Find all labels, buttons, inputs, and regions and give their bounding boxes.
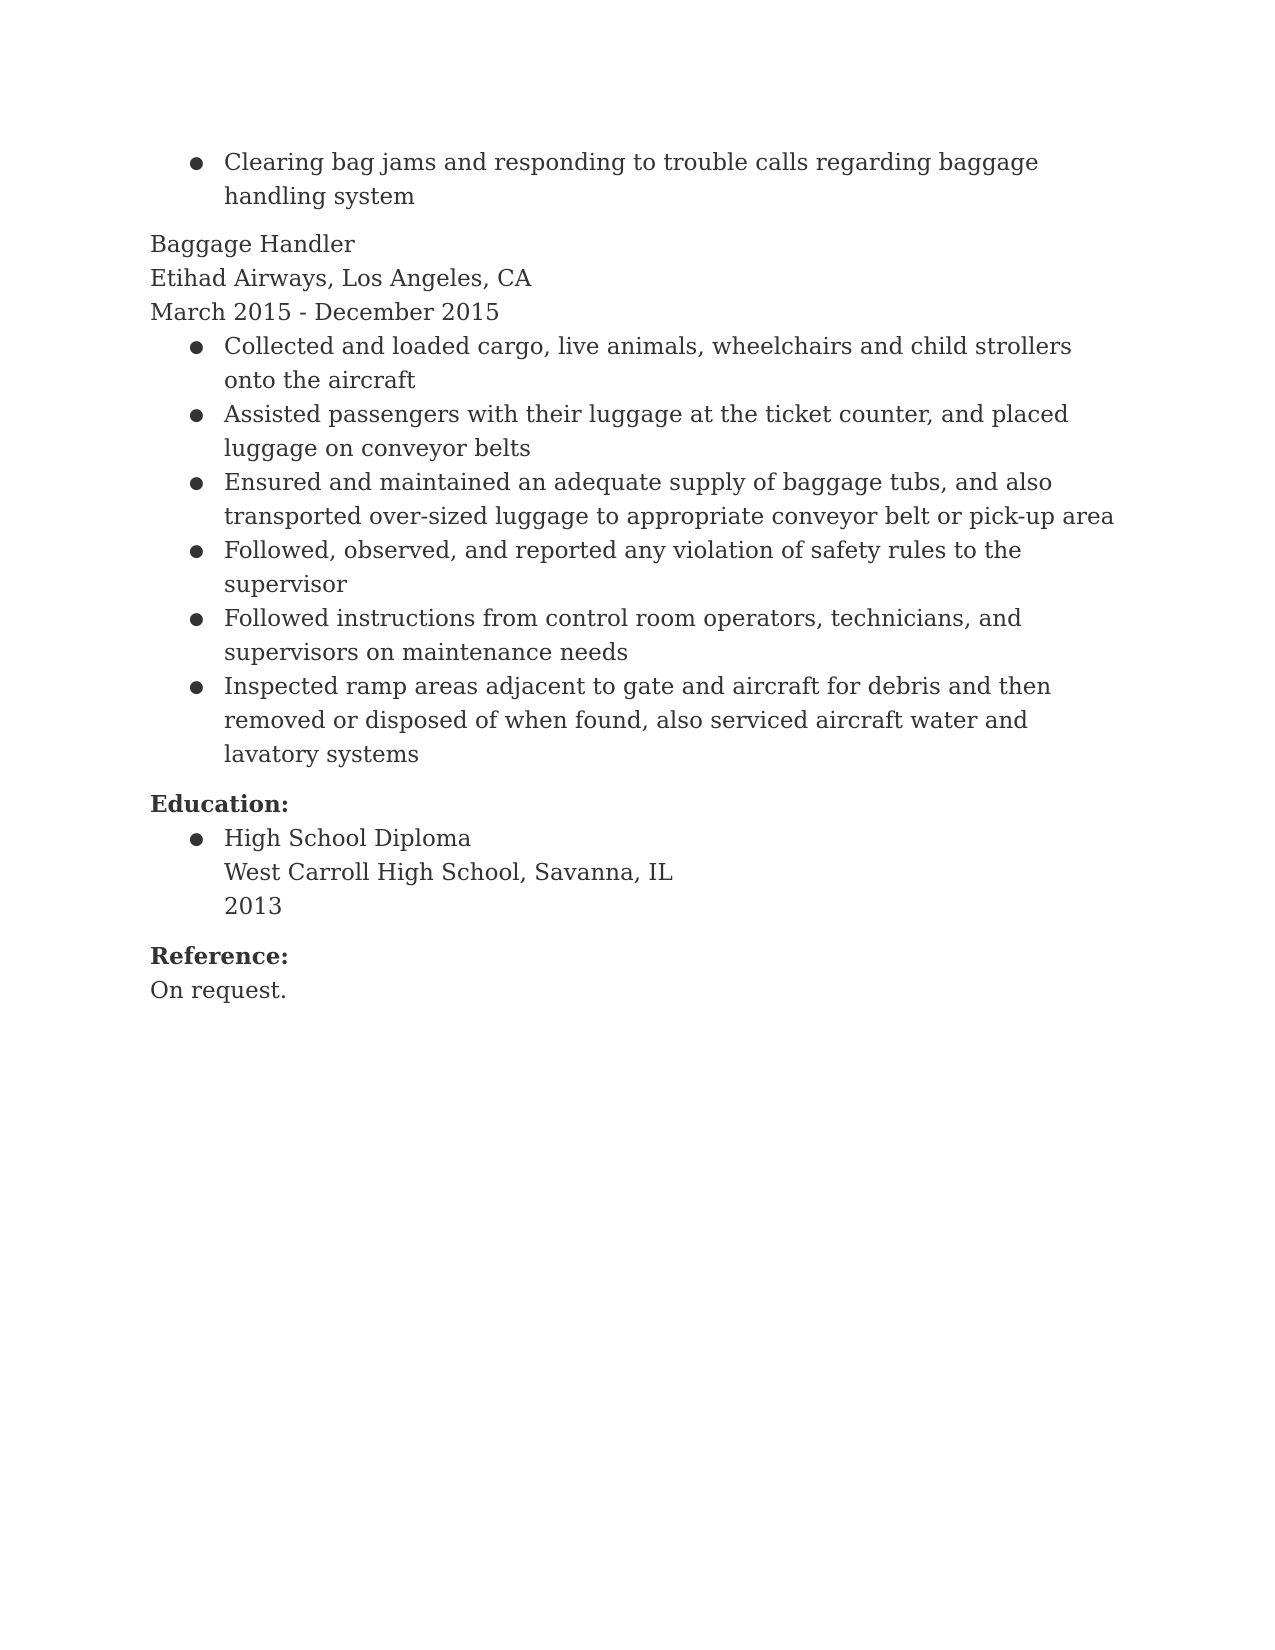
list-item xyxy=(150,602,1125,670)
education-heading: Education: xyxy=(150,791,290,818)
list-item xyxy=(150,466,1125,534)
education-list xyxy=(150,822,1125,924)
job-bullet-list xyxy=(150,330,1125,772)
list-item xyxy=(150,670,1125,772)
bullet-icon: ● xyxy=(189,473,204,493)
list-item xyxy=(150,398,1125,466)
bullet-icon: ● xyxy=(189,609,204,629)
education-section xyxy=(150,788,1125,924)
bullet-icon: ● xyxy=(189,541,204,561)
reference-section xyxy=(150,940,1125,1008)
education-degree: High School Diploma xyxy=(224,826,472,852)
list-item xyxy=(150,534,1125,602)
list-item xyxy=(150,330,1125,398)
reference-heading: Reference: xyxy=(150,943,289,970)
bullet-icon: ● xyxy=(189,405,204,425)
bullet-text: Followed instructions from control room operators, technicians, and supervisors on maintenance needs xyxy=(224,606,1022,666)
education-school: West Carroll High School, Savanna, IL xyxy=(224,860,673,886)
bullet-text: Ensured and maintained an adequate supply of baggage tubs, and also transported over-sized luggage to appropriate conveyor belt or pick-up area xyxy=(224,470,1115,530)
bullet-icon: ● xyxy=(189,677,204,697)
job-dates: March 2015 - December 2015 xyxy=(150,300,500,326)
bullet-text: Clearing bag jams and responding to trouble calls regarding baggage handling system xyxy=(224,150,1039,210)
job-title: Baggage Handler xyxy=(150,232,355,258)
reference-text: On request. xyxy=(150,978,288,1004)
list-item xyxy=(150,146,1125,214)
list-item xyxy=(150,822,1125,924)
job-company: Etihad Airways, Los Angeles, CA xyxy=(150,266,532,292)
resume-page xyxy=(150,146,1125,1008)
bullet-text: Inspected ramp areas adjacent to gate and aircraft for debris and then removed or disposed of when found, also serviced aircraft water and lavatory systems xyxy=(224,674,1052,768)
bullet-icon: ● xyxy=(189,829,204,849)
education-year: 2013 xyxy=(224,894,283,920)
bullet-icon: ● xyxy=(189,337,204,357)
job-entry xyxy=(150,228,1125,330)
bullet-text: Assisted passengers with their luggage at the ticket counter, and placed luggage on conveyor belts xyxy=(224,402,1069,462)
continued-bullet-list xyxy=(150,146,1125,214)
bullet-text: Followed, observed, and reported any violation of safety rules to the supervisor xyxy=(224,538,1022,598)
bullet-icon: ● xyxy=(189,153,204,173)
bullet-text: Collected and loaded cargo, live animals, wheelchairs and child strollers onto the aircraft xyxy=(224,334,1072,394)
